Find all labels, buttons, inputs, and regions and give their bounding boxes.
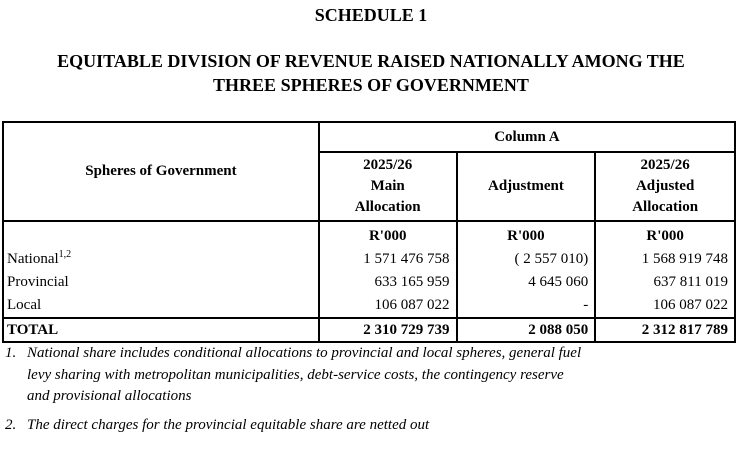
units-spacer <box>3 221 319 248</box>
national-main: 1 571 476 758 <box>319 248 457 271</box>
col-adjusted-year: 2025/26 <box>640 157 690 173</box>
col-adjustment-label: Adjustment <box>487 178 564 194</box>
title-line-1: EQUITABLE DIVISION OF REVENUE RAISED NATIONALLY AMONG THE <box>57 51 685 71</box>
col-adjusted-word: Adjusted <box>635 178 695 194</box>
total-row <box>3 318 735 342</box>
local-main: 106 087 022 <box>319 294 457 318</box>
table-row <box>3 271 735 294</box>
total-adjusted: 2 312 817 789 <box>595 318 735 342</box>
local-adjustment: - <box>457 294 596 318</box>
national-adjustment: ( 2 557 010) <box>457 248 596 271</box>
unit-adjustment: R'000 <box>457 221 596 248</box>
col-main-allocation: Allocation <box>354 199 421 215</box>
row-label-national <box>3 248 319 271</box>
footnote-1-line-2: levy sharing with metropolitan municipalities, debt-service costs, the contingency reserve <box>27 366 564 383</box>
title-line-2: THREE SPHERES OF GOVERNMENT <box>213 75 529 95</box>
footnote-2 <box>5 415 735 437</box>
spheres-header: Spheres of Government <box>3 122 319 221</box>
col-adjustment-header <box>457 152 596 221</box>
national-label: National <box>7 251 59 267</box>
allocation-table <box>2 121 736 343</box>
table-row <box>3 248 735 271</box>
footnote-1-line-1: National share includes conditional allocations to provincial and local spheres, general fuel <box>27 345 582 361</box>
local-label: Local <box>7 297 42 313</box>
provincial-adjustment: 4 645 060 <box>457 271 596 294</box>
footnote-1-number: 1. <box>5 345 17 361</box>
provincial-label: Provincial <box>7 274 69 290</box>
table-row <box>3 294 735 318</box>
provincial-adjusted: 637 811 019 <box>595 271 735 294</box>
schedule-label: SCHEDULE 1 <box>314 5 428 25</box>
col-adjusted-allocation-header <box>595 152 735 221</box>
col-main-word: Main <box>370 178 405 194</box>
total-label: TOTAL <box>3 318 319 342</box>
footnote-2-number: 2. <box>5 416 17 433</box>
footnote-2-line-1: The direct charges for the provincial equitable share are netted out <box>27 416 430 433</box>
unit-main: R'000 <box>319 221 457 248</box>
total-adjustment: 2 088 050 <box>457 318 596 342</box>
provincial-main: 633 165 959 <box>319 271 457 294</box>
col-adjusted-allocation: Allocation <box>632 199 699 215</box>
footnotes <box>5 343 735 436</box>
national-footnote-ref: 1,2 <box>58 249 72 260</box>
unit-adjusted: R'000 <box>595 221 735 248</box>
footnote-1-line-3: and provisional allocations <box>27 388 192 404</box>
column-group-header: Column A <box>319 122 735 152</box>
col-main-year: 2025/26 <box>363 157 413 173</box>
footnote-1 <box>5 343 735 408</box>
local-adjusted: 106 087 022 <box>595 294 735 318</box>
national-adjusted: 1 568 919 748 <box>595 248 735 271</box>
col-main-allocation-header <box>319 152 457 221</box>
total-main: 2 310 729 739 <box>319 318 457 342</box>
